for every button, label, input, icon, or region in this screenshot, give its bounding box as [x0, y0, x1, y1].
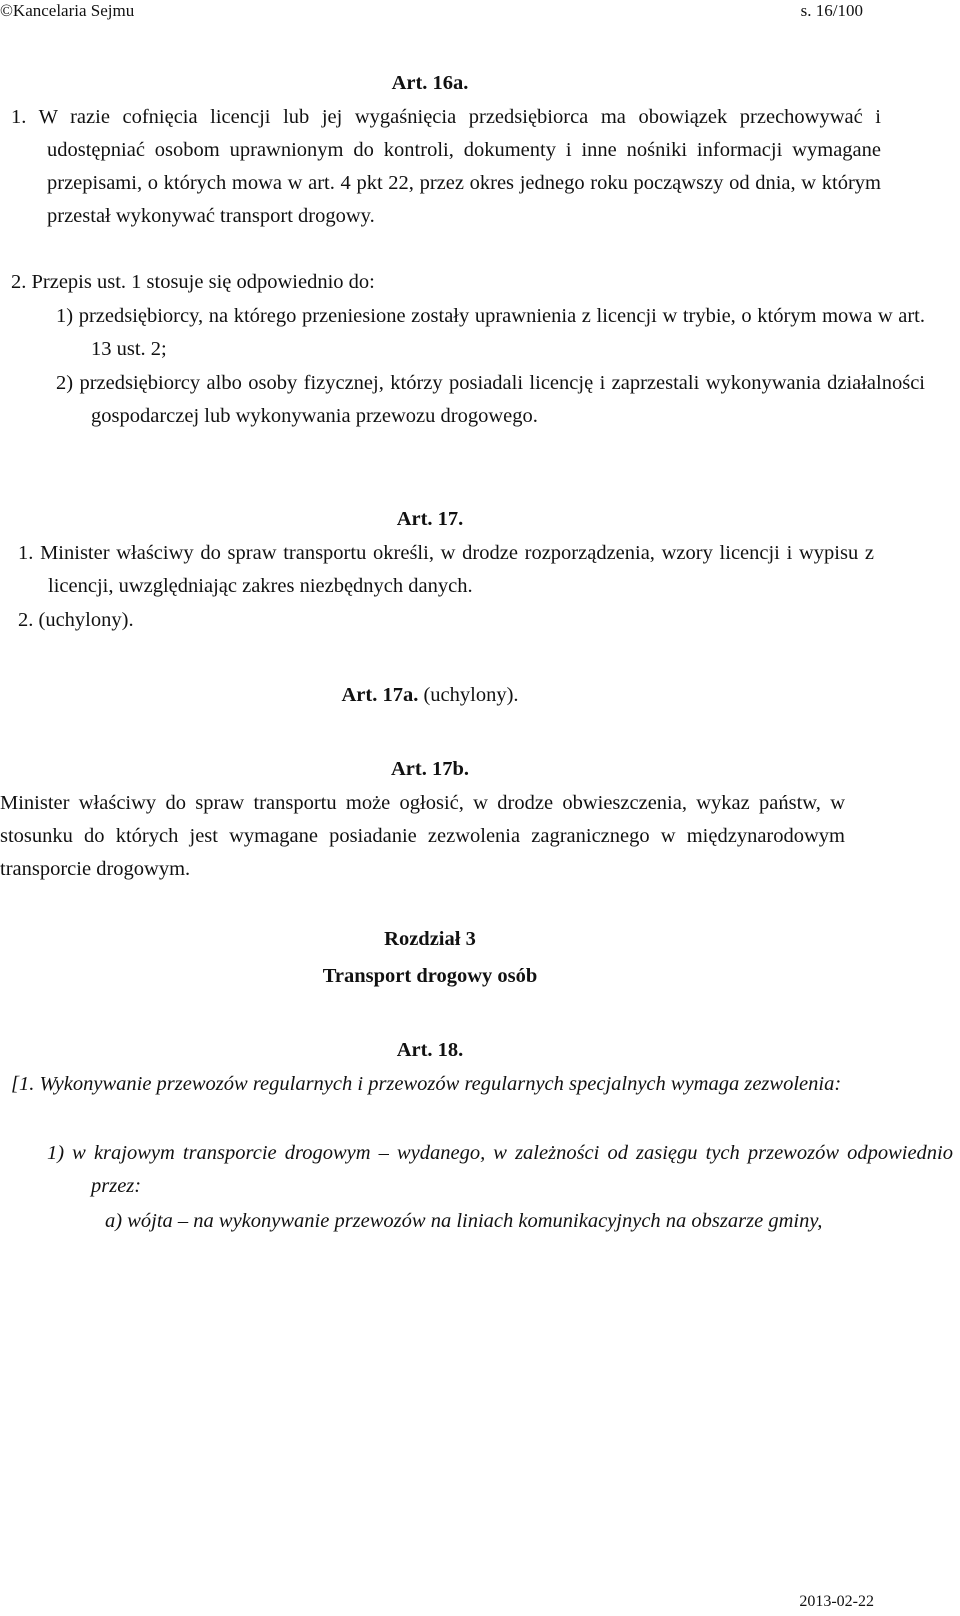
article-heading: Art. 17. — [396, 508, 464, 530]
chapter-title: Transport drogowy osób — [322, 965, 538, 987]
paragraph: 1. W razie cofnięcia licencji lub jej wygaśnięcia przedsiębiorca ma obowiązek przechowywać i udostępniać osobom uprawnionym do kontroli, dokumenty i inne nośniki informacji wymagane przepisami, o których mowa w art. 4 pkt 22, przez okres jednego roku począwszy od dnia, w którym przestał wykonywać transport drogowy. — [11, 106, 881, 227]
page-header-left: ©Kancelaria Sejmu — [0, 1, 135, 20]
article-heading: Art. 18. — [396, 1039, 464, 1061]
list-item: 1) przedsiębiorcy, na którego przeniesione zostały uprawnienia z licencji w trybie, o którym mowa w art. 13 ust. 2; — [56, 305, 925, 360]
article-heading — [0, 679, 860, 712]
page-number: s. 16/100 — [800, 1, 863, 20]
paragraph: 2. Przepis ust. 1 stosuje się odpowiednio do: — [11, 271, 375, 293]
paragraph: [1. Wykonywanie przewozów regularnych i przewozów regularnych specjalnych wymaga zezwolenia: — [11, 1073, 842, 1095]
article-number: Art. 17a. — [341, 684, 419, 706]
footer-date: 2013-02-22 — [799, 1593, 874, 1610]
list-item: 2) przedsiębiorcy albo osoby fizycznej, którzy posiadali licencję i zaprzestali wykonywania działalności gospodarczej lub wykonywania przewozu drogowego. — [56, 372, 925, 427]
list-item: 1) w krajowym transporcie drogowym – wydanego, w zależności od zasięgu tych przewozów odpowiednio przez: — [47, 1142, 953, 1197]
article-heading: Art. 17b. — [390, 758, 469, 780]
article-heading: Art. 16a. — [391, 72, 469, 94]
paragraph: 1. Minister właściwy do spraw transportu określi, w drodze rozporządzenia, wzory licencji i wypisu z licencji, uwzględniając zakres niezbędnych danych. — [18, 542, 874, 597]
chapter-number: Rozdział 3 — [384, 928, 476, 950]
paragraph: 2. (uchylony). — [18, 609, 134, 631]
article-note: (uchylony). — [418, 684, 519, 706]
list-item: a) wójta – na wykonywanie przewozów na liniach komunikacyjnych na obszarze gminy, — [105, 1210, 823, 1232]
paragraph: Minister właściwy do spraw transportu może ogłosić, w drodze obwieszczenia, wykaz państw, w stosunku do których jest wymagane posiadanie zezwolenia zagranicznego w międzynarodowym transporcie drogowym. — [0, 792, 845, 880]
